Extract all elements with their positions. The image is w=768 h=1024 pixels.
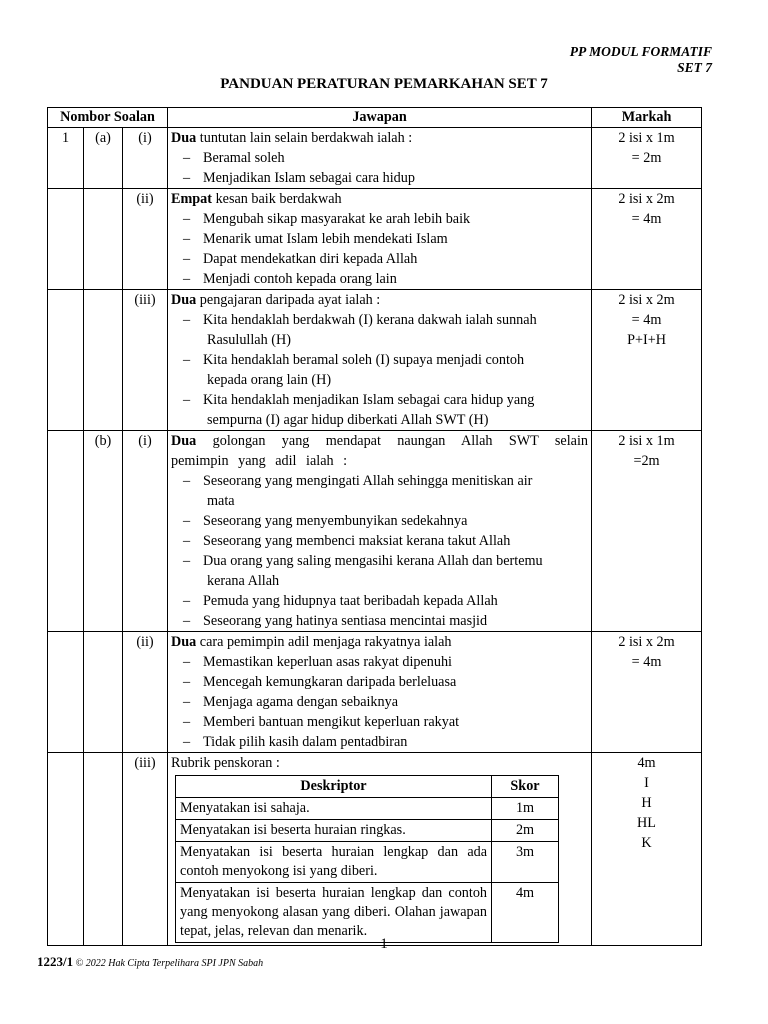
list-item: – Mengubah sikap masyarakat ke arah lebih baik xyxy=(183,211,471,227)
question-subpart: (iii) xyxy=(123,753,168,946)
question-part: (b) xyxy=(84,431,123,632)
table-row xyxy=(48,753,702,946)
rubric-header-skor: Skor xyxy=(492,776,559,798)
question-subpart: (ii) xyxy=(123,632,168,753)
mark-cell: 2 isi x 2m = 4m P+I+H xyxy=(592,290,702,431)
list-item: – Pemuda yang hidupnya taat beribadah kepada Allah xyxy=(183,593,498,609)
table-row xyxy=(48,189,702,290)
answer-cell: Empat kesan baik berdakwah – Mengubah sikap masyarakat ke arah lebih baik – Menarik umat Islam lebih mendekati Islam – Dapat mendekatkan diri kepada Allah – Menjadi contoh kepada orang lain xyxy=(168,189,592,290)
list-item: – Menjadikan Islam sebagai cara hidup xyxy=(183,170,415,186)
list-item: – Seseorang yang membenci maksiat kerana takut Allah xyxy=(183,533,511,549)
list-item: – Tidak pilih kasih dalam pentadbiran xyxy=(183,734,408,750)
footer xyxy=(37,954,263,970)
marking-scheme-table xyxy=(47,107,702,946)
answer-cell: Dua cara pemimpin adil menjaga rakyatnya ialah – Memastikan keperluan asas rakyat dipenuhi – Mencegah kemungkaran daripada berleluasa – Menjaga agama dengan sebaiknya – Memberi bantuan mengikut keperluan rakyat – Tidak pilih kasih dalam pentadbiran xyxy=(168,632,592,753)
header-line-1: PP MODUL FORMATIF xyxy=(569,44,712,59)
mark-cell: 2 isi x 2m = 4m xyxy=(592,632,702,753)
list-item: – Beramal soleh xyxy=(183,150,285,166)
list-item: – Kita hendaklah berdakwah (I) kerana dakwah ialah sunnah Rasulullah (H) xyxy=(183,312,537,348)
rubric-intro: Rubrik penskoran : xyxy=(171,755,280,771)
question-subpart: (i) xyxy=(123,128,168,189)
list-item: – Menarik umat Islam lebih mendekati Islam xyxy=(183,231,448,247)
page-title: PANDUAN PERATURAN PEMARKAHAN SET 7 xyxy=(220,76,548,92)
mark-cell: 2 isi x 2m = 4m xyxy=(592,189,702,290)
question-part: (a) xyxy=(84,128,123,189)
list-item: – Menjaga agama dengan sebaiknya xyxy=(183,694,399,710)
question-subpart: (iii) xyxy=(123,290,168,431)
table-header-row xyxy=(48,108,702,128)
question-number: 1 xyxy=(48,128,84,189)
list-item: – Seseorang yang menyembunyikan sedekahnya xyxy=(183,513,468,529)
question-subpart: (ii) xyxy=(123,189,168,290)
mark-cell: 4m I H HL K xyxy=(592,753,702,946)
table-row xyxy=(48,632,702,753)
page-number: 1 xyxy=(380,936,388,952)
answer-cell: Dua golongan yang mendapat naungan Allah SWT selain pemimpin yang adil ialah : – Seseorang yang mengingati Allah sehingga menitiskan air mata – Seseorang yang menyembunyikan sedekahnya – Seseorang yang membenci maksiat kerana takut Allah – Dua orang yang saling mengasihi kerana Allah dan bertemu kerana Allah – Pemuda yang hidupnya taat beribadah kepada Allah – Seseorang yang hatinya sentiasa mencintai masjid xyxy=(168,431,592,632)
mark-cell: 2 isi x 1m = 2m xyxy=(592,128,702,189)
rubric-row: Menyatakan isi beserta huraian lengkap dan ada contoh menyokong isi yang diberi. 3m xyxy=(176,842,559,883)
header-module xyxy=(570,44,712,76)
rubric-table xyxy=(175,775,559,943)
rubric-row: Menyatakan isi sahaja. 1m xyxy=(176,798,559,820)
table-row xyxy=(48,128,702,189)
header-line-2: SET 7 xyxy=(677,60,712,75)
list-item: – Dua orang yang saling mengasihi kerana Allah dan bertemu kerana Allah xyxy=(183,553,543,589)
list-item: – Seseorang yang mengingati Allah sehingga menitiskan air mata xyxy=(183,473,533,509)
list-item: – Kita hendaklah beramal soleh (I) supaya menjadi contoh kepada orang lain (H) xyxy=(183,352,525,388)
header-nombor-soalan: Nombor Soalan xyxy=(48,108,168,128)
rubric-header-row xyxy=(176,776,559,798)
answer-cell: Dua pengajaran daripada ayat ialah : – Kita hendaklah berdakwah (I) kerana dakwah ialah sunnah Rasulullah (H) – Kita hendaklah beramal soleh (I) supaya menjadi contoh kepada orang lain (H) – Kita hendaklah menjadikan Islam sebagai cara hidup yang sempurna (I) agar hidup diberkati Allah SWT (H) xyxy=(168,290,592,431)
list-item: – Memastikan keperluan asas rakyat dipenuhi xyxy=(183,654,453,670)
answer-bold: Dua xyxy=(171,130,197,146)
answer-cell xyxy=(168,753,592,946)
list-item: – Mencegah kemungkaran daripada berleluasa xyxy=(183,674,457,690)
footer-copyright: © 2022 Hak Cipta Terpelihara SPI JPN Sabah xyxy=(73,958,264,969)
table-row xyxy=(48,290,702,431)
header-markah: Markah xyxy=(592,108,702,128)
answer-intro: tuntutan lain selain berdakwah ialah : xyxy=(196,130,413,146)
answer-cell xyxy=(168,128,592,189)
rubric-header-deskriptor: Deskriptor xyxy=(176,776,492,798)
list-item: – Menjadi contoh kepada orang lain xyxy=(183,271,397,287)
rubric-row: Menyatakan isi beserta huraian ringkas. 2m xyxy=(176,820,559,842)
list-item: – Seseorang yang hatinya sentiasa mencintai masjid xyxy=(183,613,488,629)
table-row xyxy=(48,431,702,632)
rubric-row: Menyatakan isi beserta huraian lengkap dan contoh yang menyokong alasan yang diberi. Olahan jawapan tepat, jelas, relevan dan menarik. 4m xyxy=(176,883,559,943)
footer-code: 1223/1 xyxy=(37,954,74,969)
list-item: – Memberi bantuan mengikut keperluan rakyat xyxy=(183,714,460,730)
mark-cell: 2 isi x 1m =2m xyxy=(592,431,702,632)
question-subpart: (i) xyxy=(123,431,168,632)
list-item: – Kita hendaklah menjadikan Islam sebagai cara hidup yang sempurna (I) agar hidup diberkati Allah SWT (H) xyxy=(183,392,535,428)
header-jawapan: Jawapan xyxy=(168,108,592,128)
list-item: – Dapat mendekatkan diri kepada Allah xyxy=(183,251,418,267)
